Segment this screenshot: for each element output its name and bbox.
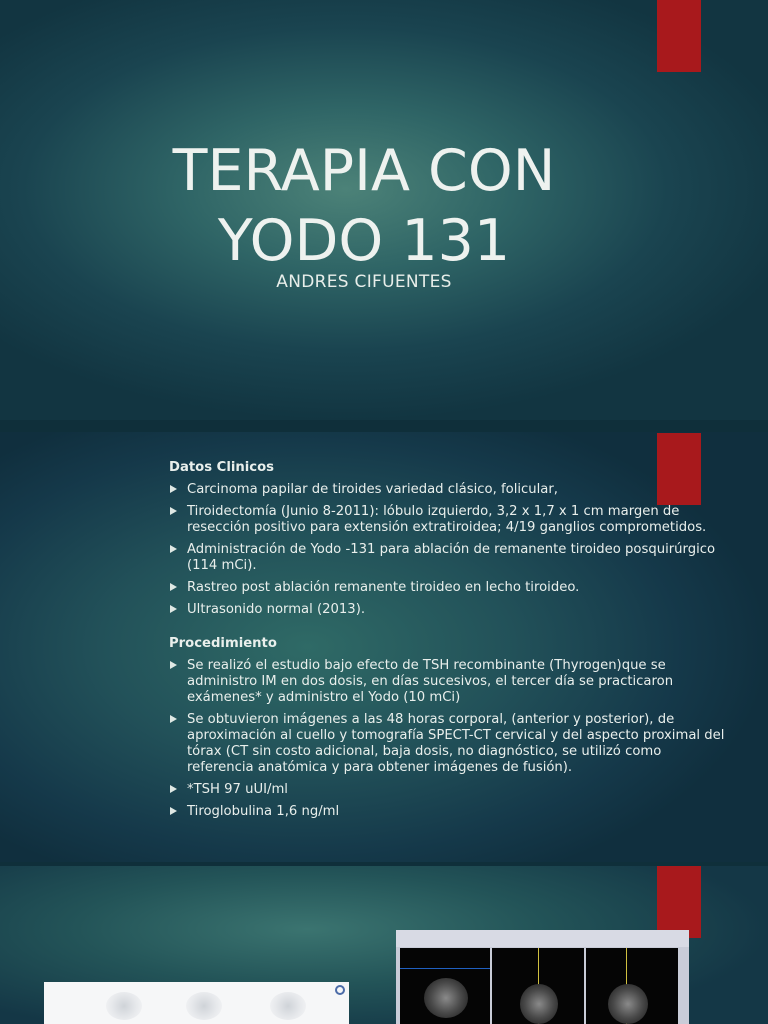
author-subtitle: ANDRES CIFUENTES	[276, 272, 452, 292]
title-line-1: TERAPIA CON	[172, 138, 556, 204]
bullet-arrow-icon	[170, 785, 177, 793]
list-item-text: Ultrasonido normal (2013).	[187, 602, 366, 617]
bullet-arrow-icon	[170, 485, 177, 493]
list-item	[169, 804, 729, 820]
list-item	[169, 504, 729, 536]
list-item	[169, 602, 729, 618]
bullet-arrow-icon	[170, 661, 177, 669]
bullet-arrow-icon	[170, 507, 177, 515]
list-item-text: *TSH 97 uUI/ml	[187, 782, 288, 797]
list-item	[169, 580, 729, 596]
section-heading-datos-clinicos: Datos Clinicos	[169, 460, 275, 475]
scan-uptake-spot	[186, 992, 222, 1020]
logo-icon	[335, 985, 345, 995]
bullet-list-procedimiento	[169, 658, 729, 820]
list-item	[169, 542, 729, 574]
red-accent-tab	[657, 866, 701, 938]
list-item	[169, 658, 729, 706]
clinical-data-slide	[0, 432, 768, 862]
slide-title	[0, 136, 728, 276]
list-item-text: Tiroglobulina 1,6 ng/ml	[187, 804, 340, 819]
list-item-text: Tiroidectomía (Junio 8-2011): lóbulo izquierdo, 3,2 x 1,7 x 1 cm margen de resección positivo para extensión extratiroidea; 4/19 ganglios comprometidos.	[187, 504, 707, 535]
red-accent-tab	[657, 0, 701, 72]
bullet-arrow-icon	[170, 545, 177, 553]
ct-transverse-panel	[400, 948, 490, 1024]
whole-body-scan-image	[44, 982, 349, 1024]
spect-ct-fusion-image	[396, 930, 689, 1024]
bullet-list-datos-clinicos	[169, 482, 729, 618]
title-slide	[0, 0, 768, 420]
bullet-arrow-icon	[170, 715, 177, 723]
title-line-2: YODO 131	[217, 208, 511, 274]
list-item	[169, 782, 729, 798]
bullet-arrow-icon	[170, 605, 177, 613]
list-item-text: Carcinoma papilar de tiroides variedad clásico, folicular,	[187, 482, 558, 497]
scan-uptake-spot	[270, 992, 306, 1020]
ct-sagittal-panel	[586, 948, 678, 1024]
list-item-text: Se realizó el estudio bajo efecto de TSH recombinante (Thyrogen)que se administro IM en dos dosis, en días sucesivos, el tercer día se practicaron exámenes* y administro el Yodo (10 mCi)	[187, 658, 674, 705]
ct-coronal-panel	[492, 948, 584, 1024]
section-heading-procedimiento: Procedimiento	[169, 636, 277, 651]
bullet-arrow-icon	[170, 583, 177, 591]
list-item	[169, 712, 729, 776]
list-item	[169, 482, 729, 498]
images-slide	[0, 866, 768, 1024]
slide-content	[169, 460, 729, 826]
list-item-text: Rastreo post ablación remanente tiroideo en lecho tiroideo.	[187, 580, 580, 595]
scan-uptake-spot	[106, 992, 142, 1020]
bullet-arrow-icon	[170, 807, 177, 815]
image-header-bar	[396, 930, 689, 947]
list-item-text: Administración de Yodo -131 para ablación de remanente tiroideo posquirúrgico (114 mCi).	[187, 542, 716, 573]
list-item-text: Se obtuvieron imágenes a las 48 horas corporal, (anterior y posterior), de aproximación al cuello y tomografía SPECT-CT cervical y del aspecto proximal del tórax (CT sin costo adicional, baja dosis, no diagnóstico, se utilizó como referencia anatómica y para obtener imágenes de fusión).	[187, 712, 725, 775]
